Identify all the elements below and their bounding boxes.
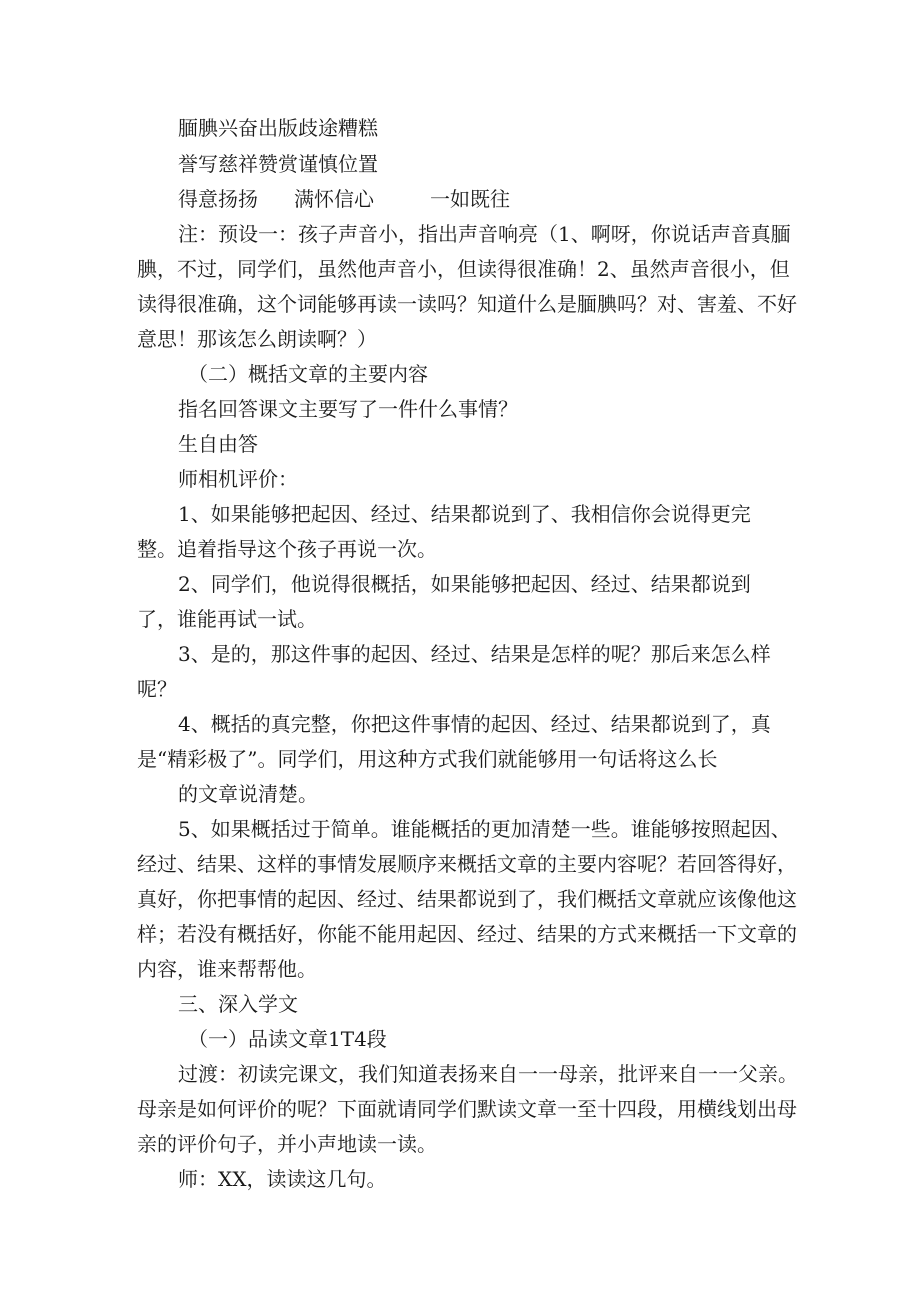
- section-heading: （二）概括文章的主要内容: [188, 362, 428, 386]
- note-line: 意思！那该怎么朗读啊？）: [137, 327, 377, 351]
- eval-2-line: 了，谁能再试一试。: [137, 607, 317, 631]
- note-line: 腆，不过，同学们，虽然他声音小，但读得很准确！2、虽然声音很小，但: [137, 257, 790, 281]
- eval-2-line: 2、同学们，他说得很概括，如果能够把起因、经过、结果都说到: [178, 572, 751, 596]
- student-answer: 生自由答: [178, 432, 258, 456]
- note-line: 注：预设一：孩子声音小，指出声音响亮（1、啊呀，你说话声音真腼: [178, 222, 791, 246]
- eval-5-line: 内容，谁来帮帮他。: [137, 957, 317, 981]
- eval-5-line: 5、如果概括过于简单。谁能概括的更加清楚一些。谁能够按照起因、: [178, 817, 791, 841]
- teacher-line: 师：XX，读读这几句。: [178, 1167, 387, 1191]
- eval-1-line: 整。追着指导这个孩子再说一次。: [137, 537, 437, 561]
- idiom-3: 一如既往: [430, 187, 510, 211]
- transition-line: 母亲是如何评价的呢？下面就请同学们默读文章一至十四段，用横线划出母: [137, 1097, 797, 1121]
- transition-line: 亲的评价句子，并小声地读一读。: [137, 1132, 437, 1156]
- idiom-1: 得意扬扬: [178, 187, 258, 211]
- eval-3-line: 呢？: [137, 677, 177, 701]
- vocab-line-2: 誉写慈祥赞赏谨慎位置: [178, 152, 378, 176]
- idiom-2: 满怀信心: [294, 187, 374, 211]
- eval-4-line: 4、概括的真完整，你把这件事情的起因、经过、结果都说到了，真: [178, 712, 771, 736]
- transition-line: 过渡：初读完课文，我们知道表扬来自一一母亲，批评来自一一父亲。: [178, 1062, 798, 1086]
- teacher-eval-label: 师相机评价：: [178, 467, 298, 491]
- section-heading: （一）品读文章1T4段: [188, 1027, 387, 1051]
- eval-5-line: 样；若没有概括好，你能不能用起因、经过、结果的方式来概括一下文章的: [137, 922, 797, 946]
- eval-3-line: 3、是的，那这件事的起因、经过、结果是怎样的呢？那后来怎么样: [178, 642, 771, 666]
- note-line: 读得很准确，这个词能够再读一读吗？知道什么是腼腆吗？对、害羞、不好: [137, 292, 797, 316]
- vocab-line-1: 腼腆兴奋出版歧途糟糕: [178, 116, 378, 140]
- eval-4-line: 的文章说清楚。: [178, 782, 318, 806]
- eval-5-line: 经过、结果、这样的事情发展顺序来概括文章的主要内容呢？若回答得好，: [137, 852, 797, 876]
- eval-4-line: 是“精彩极了”。同学们，用这种方式我们就能够用一句话将这么长: [137, 747, 718, 771]
- question-line: 指名回答课文主要写了一件什么事情？: [178, 397, 518, 421]
- eval-1-line: 1、如果能够把起因、经过、结果都说到了、我相信你会说得更完: [178, 502, 751, 526]
- part-heading: 三、深入学文: [178, 992, 298, 1016]
- eval-5-line: 真好，你把事情的起因、经过、结果都说到了，我们概括文章就应该像他这: [137, 887, 797, 911]
- idiom-line: [178, 186, 510, 212]
